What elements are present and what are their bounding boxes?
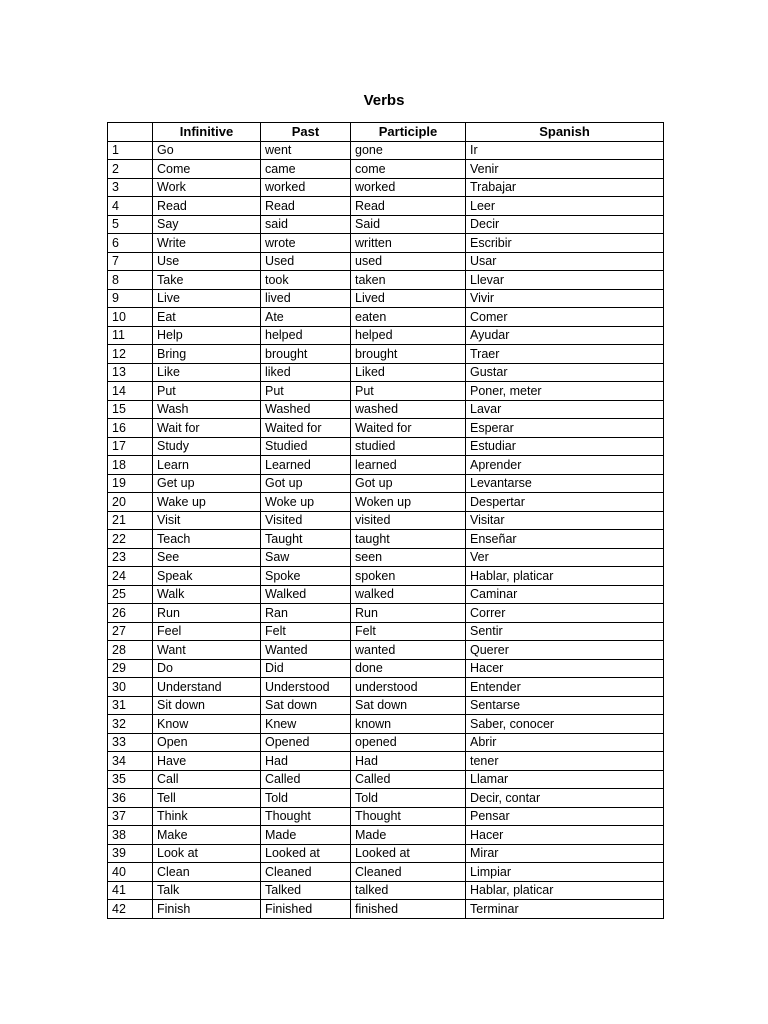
- table-cell: taken: [351, 271, 466, 290]
- table-cell: worked: [261, 178, 351, 197]
- table-row: [108, 585, 664, 604]
- table-cell: Despertar: [466, 493, 664, 512]
- table-row: [108, 141, 664, 160]
- table-cell: Cleaned: [261, 863, 351, 882]
- table-cell: Did: [261, 659, 351, 678]
- table-cell: worked: [351, 178, 466, 197]
- table-cell: 27: [108, 622, 153, 641]
- table-cell: Saw: [261, 548, 351, 567]
- table-cell: gone: [351, 141, 466, 160]
- table-cell: Study: [153, 437, 261, 456]
- table-cell: Limpiar: [466, 863, 664, 882]
- table-cell: Traer: [466, 345, 664, 364]
- table-cell: Woke up: [261, 493, 351, 512]
- table-row: [108, 641, 664, 660]
- table-cell: Taught: [261, 530, 351, 549]
- table-row: [108, 752, 664, 771]
- table-cell: 35: [108, 770, 153, 789]
- table-cell: written: [351, 234, 466, 253]
- table-cell: 19: [108, 474, 153, 493]
- table-cell: Learn: [153, 456, 261, 475]
- table-cell: helped: [261, 326, 351, 345]
- table-cell: 41: [108, 881, 153, 900]
- table-row: [108, 567, 664, 586]
- table-cell: 14: [108, 382, 153, 401]
- table-cell: Lived: [351, 289, 466, 308]
- table-cell: Thought: [351, 807, 466, 826]
- table-cell: spoken: [351, 567, 466, 586]
- table-cell: Caminar: [466, 585, 664, 604]
- table-cell: Spoke: [261, 567, 351, 586]
- table-cell: Ver: [466, 548, 664, 567]
- table-cell: understood: [351, 678, 466, 697]
- table-cell: Hablar, platicar: [466, 567, 664, 586]
- table-row: [108, 345, 664, 364]
- table-cell: Opened: [261, 733, 351, 752]
- table-cell: Hacer: [466, 659, 664, 678]
- table-cell: Understood: [261, 678, 351, 697]
- table-cell: Call: [153, 770, 261, 789]
- table-cell: Studied: [261, 437, 351, 456]
- header-cell-infinitive: Infinitive: [153, 123, 261, 142]
- table-cell: Got up: [351, 474, 466, 493]
- table-cell: brought: [351, 345, 466, 364]
- table-cell: Ir: [466, 141, 664, 160]
- table-row: [108, 900, 664, 919]
- table-cell: 4: [108, 197, 153, 216]
- table-cell: Querer: [466, 641, 664, 660]
- table-row: [108, 659, 664, 678]
- table-cell: Help: [153, 326, 261, 345]
- table-header-row: [108, 123, 664, 142]
- table-cell: come: [351, 160, 466, 179]
- table-cell: Mirar: [466, 844, 664, 863]
- table-cell: 28: [108, 641, 153, 660]
- table-cell: Like: [153, 363, 261, 382]
- table-row: [108, 363, 664, 382]
- table-cell: Think: [153, 807, 261, 826]
- table-cell: Visit: [153, 511, 261, 530]
- table-cell: studied: [351, 437, 466, 456]
- table-row: [108, 271, 664, 290]
- table-cell: Say: [153, 215, 261, 234]
- table-cell: visited: [351, 511, 466, 530]
- table-cell: lived: [261, 289, 351, 308]
- table-cell: Entender: [466, 678, 664, 697]
- table-cell: Use: [153, 252, 261, 271]
- table-row: [108, 493, 664, 512]
- table-cell: Washed: [261, 400, 351, 419]
- table-cell: Felt: [261, 622, 351, 641]
- table-cell: Have: [153, 752, 261, 771]
- table-row: [108, 289, 664, 308]
- table-cell: 1: [108, 141, 153, 160]
- table-cell: Open: [153, 733, 261, 752]
- table-row: [108, 789, 664, 808]
- table-row: [108, 215, 664, 234]
- table-row: [108, 326, 664, 345]
- table-cell: Ate: [261, 308, 351, 327]
- table-cell: Sentarse: [466, 696, 664, 715]
- table-cell: Enseñar: [466, 530, 664, 549]
- table-cell: Run: [351, 604, 466, 623]
- table-cell: Comer: [466, 308, 664, 327]
- table-cell: 23: [108, 548, 153, 567]
- table-cell: liked: [261, 363, 351, 382]
- table-cell: Teach: [153, 530, 261, 549]
- table-cell: Wash: [153, 400, 261, 419]
- table-row: [108, 197, 664, 216]
- table-cell: 40: [108, 863, 153, 882]
- table-cell: wrote: [261, 234, 351, 253]
- table-cell: Poner, meter: [466, 382, 664, 401]
- table-cell: Put: [153, 382, 261, 401]
- table-cell: Made: [261, 826, 351, 845]
- table-cell: Waited for: [261, 419, 351, 438]
- table-row: [108, 881, 664, 900]
- table-row: [108, 178, 664, 197]
- table-cell: Abrir: [466, 733, 664, 752]
- table-cell: Used: [261, 252, 351, 271]
- table-cell: Get up: [153, 474, 261, 493]
- table-cell: 39: [108, 844, 153, 863]
- table-cell: 33: [108, 733, 153, 752]
- table-row: [108, 382, 664, 401]
- table-cell: came: [261, 160, 351, 179]
- table-cell: Hablar, platicar: [466, 881, 664, 900]
- table-cell: Make: [153, 826, 261, 845]
- table-cell: Had: [261, 752, 351, 771]
- table-row: [108, 715, 664, 734]
- table-cell: Put: [351, 382, 466, 401]
- table-cell: Look at: [153, 844, 261, 863]
- table-cell: 30: [108, 678, 153, 697]
- table-cell: tener: [466, 752, 664, 771]
- table-cell: 13: [108, 363, 153, 382]
- table-cell: done: [351, 659, 466, 678]
- table-cell: Looked at: [351, 844, 466, 863]
- table-cell: Run: [153, 604, 261, 623]
- table-cell: helped: [351, 326, 466, 345]
- table-cell: Sat down: [261, 696, 351, 715]
- table-cell: Read: [261, 197, 351, 216]
- table-cell: Escribir: [466, 234, 664, 253]
- table-cell: Feel: [153, 622, 261, 641]
- table-row: [108, 548, 664, 567]
- table-row: [108, 604, 664, 623]
- table-cell: took: [261, 271, 351, 290]
- table-cell: Sat down: [351, 696, 466, 715]
- table-cell: Learned: [261, 456, 351, 475]
- table-cell: Called: [261, 770, 351, 789]
- table-cell: Gustar: [466, 363, 664, 382]
- table-cell: Venir: [466, 160, 664, 179]
- table-row: [108, 530, 664, 549]
- table-cell: Made: [351, 826, 466, 845]
- table-cell: Knew: [261, 715, 351, 734]
- table-cell: Want: [153, 641, 261, 660]
- table-cell: Read: [351, 197, 466, 216]
- table-row: [108, 678, 664, 697]
- table-cell: walked: [351, 585, 466, 604]
- table-cell: 8: [108, 271, 153, 290]
- table-cell: said: [261, 215, 351, 234]
- table-cell: 22: [108, 530, 153, 549]
- table-cell: 11: [108, 326, 153, 345]
- table-cell: 7: [108, 252, 153, 271]
- table-cell: finished: [351, 900, 466, 919]
- table-cell: 24: [108, 567, 153, 586]
- page-title: Verbs: [363, 92, 405, 109]
- table-cell: 12: [108, 345, 153, 364]
- table-cell: Finish: [153, 900, 261, 919]
- table-cell: Esperar: [466, 419, 664, 438]
- table-row: [108, 826, 664, 845]
- table-cell: learned: [351, 456, 466, 475]
- table-cell: Lavar: [466, 400, 664, 419]
- table-cell: 21: [108, 511, 153, 530]
- table-row: [108, 770, 664, 789]
- table-cell: Had: [351, 752, 466, 771]
- table-cell: Aprender: [466, 456, 664, 475]
- table-cell: Talk: [153, 881, 261, 900]
- verb-table: [107, 122, 664, 919]
- table-cell: Estudiar: [466, 437, 664, 456]
- table-cell: 32: [108, 715, 153, 734]
- table-cell: 2: [108, 160, 153, 179]
- table-cell: Told: [261, 789, 351, 808]
- table-cell: 20: [108, 493, 153, 512]
- table-cell: Go: [153, 141, 261, 160]
- table-cell: brought: [261, 345, 351, 364]
- table-cell: Walk: [153, 585, 261, 604]
- table-cell: Speak: [153, 567, 261, 586]
- table-cell: Cleaned: [351, 863, 466, 882]
- table-row: [108, 844, 664, 863]
- table-cell: Saber, conocer: [466, 715, 664, 734]
- table-cell: used: [351, 252, 466, 271]
- table-cell: Trabajar: [466, 178, 664, 197]
- table-cell: Ayudar: [466, 326, 664, 345]
- table-cell: Llamar: [466, 770, 664, 789]
- table-cell: Decir: [466, 215, 664, 234]
- table-cell: Take: [153, 271, 261, 290]
- table-cell: seen: [351, 548, 466, 567]
- table-cell: 31: [108, 696, 153, 715]
- table-cell: Put: [261, 382, 351, 401]
- table-cell: Understand: [153, 678, 261, 697]
- table-cell: Work: [153, 178, 261, 197]
- table-row: [108, 419, 664, 438]
- verb-table-body: [108, 141, 664, 918]
- table-cell: 6: [108, 234, 153, 253]
- table-row: [108, 160, 664, 179]
- header-cell-number: [108, 123, 153, 142]
- table-cell: 9: [108, 289, 153, 308]
- table-cell: 42: [108, 900, 153, 919]
- table-cell: Talked: [261, 881, 351, 900]
- table-cell: Visitar: [466, 511, 664, 530]
- table-cell: Llevar: [466, 271, 664, 290]
- table-row: [108, 456, 664, 475]
- table-cell: 18: [108, 456, 153, 475]
- table-cell: Looked at: [261, 844, 351, 863]
- table-cell: 17: [108, 437, 153, 456]
- table-cell: 25: [108, 585, 153, 604]
- table-cell: Bring: [153, 345, 261, 364]
- table-cell: 29: [108, 659, 153, 678]
- table-cell: Sentir: [466, 622, 664, 641]
- table-cell: Levantarse: [466, 474, 664, 493]
- table-row: [108, 807, 664, 826]
- table-cell: Said: [351, 215, 466, 234]
- table-cell: Tell: [153, 789, 261, 808]
- table-cell: eaten: [351, 308, 466, 327]
- table-cell: Sit down: [153, 696, 261, 715]
- table-row: [108, 308, 664, 327]
- table-cell: wanted: [351, 641, 466, 660]
- header-cell-participle: Participle: [351, 123, 466, 142]
- table-row: [108, 400, 664, 419]
- table-cell: Clean: [153, 863, 261, 882]
- table-cell: Wake up: [153, 493, 261, 512]
- table-cell: Got up: [261, 474, 351, 493]
- table-cell: Know: [153, 715, 261, 734]
- table-cell: Felt: [351, 622, 466, 641]
- table-cell: known: [351, 715, 466, 734]
- table-cell: 37: [108, 807, 153, 826]
- table-row: [108, 234, 664, 253]
- table-cell: Wait for: [153, 419, 261, 438]
- table-cell: Leer: [466, 197, 664, 216]
- table-cell: 34: [108, 752, 153, 771]
- table-cell: Visited: [261, 511, 351, 530]
- table-cell: 3: [108, 178, 153, 197]
- table-cell: Read: [153, 197, 261, 216]
- table-cell: Finished: [261, 900, 351, 919]
- table-cell: See: [153, 548, 261, 567]
- table-row: [108, 733, 664, 752]
- table-cell: 36: [108, 789, 153, 808]
- table-cell: Told: [351, 789, 466, 808]
- table-cell: 26: [108, 604, 153, 623]
- table-row: [108, 622, 664, 641]
- table-cell: Walked: [261, 585, 351, 604]
- table-cell: Called: [351, 770, 466, 789]
- table-cell: talked: [351, 881, 466, 900]
- header-cell-spanish: Spanish: [466, 123, 664, 142]
- table-cell: 38: [108, 826, 153, 845]
- table-cell: Come: [153, 160, 261, 179]
- table-cell: Usar: [466, 252, 664, 271]
- table-row: [108, 511, 664, 530]
- table-cell: Eat: [153, 308, 261, 327]
- table-cell: Do: [153, 659, 261, 678]
- table-cell: Ran: [261, 604, 351, 623]
- table-cell: taught: [351, 530, 466, 549]
- table-cell: Decir, contar: [466, 789, 664, 808]
- table-row: [108, 252, 664, 271]
- table-cell: washed: [351, 400, 466, 419]
- table-row: [108, 696, 664, 715]
- table-cell: Thought: [261, 807, 351, 826]
- table-cell: opened: [351, 733, 466, 752]
- table-cell: Correr: [466, 604, 664, 623]
- table-cell: Pensar: [466, 807, 664, 826]
- verb-table-header: [108, 123, 664, 142]
- table-cell: 10: [108, 308, 153, 327]
- table-cell: Wanted: [261, 641, 351, 660]
- table-cell: went: [261, 141, 351, 160]
- table-cell: Hacer: [466, 826, 664, 845]
- table-cell: Liked: [351, 363, 466, 382]
- table-cell: Waited for: [351, 419, 466, 438]
- table-cell: Vivir: [466, 289, 664, 308]
- table-cell: Terminar: [466, 900, 664, 919]
- table-cell: 5: [108, 215, 153, 234]
- table-cell: 16: [108, 419, 153, 438]
- table-cell: Write: [153, 234, 261, 253]
- table-row: [108, 474, 664, 493]
- table-row: [108, 437, 664, 456]
- table-cell: 15: [108, 400, 153, 419]
- table-row: [108, 863, 664, 882]
- table-cell: Live: [153, 289, 261, 308]
- header-cell-past: Past: [261, 123, 351, 142]
- table-cell: Woken up: [351, 493, 466, 512]
